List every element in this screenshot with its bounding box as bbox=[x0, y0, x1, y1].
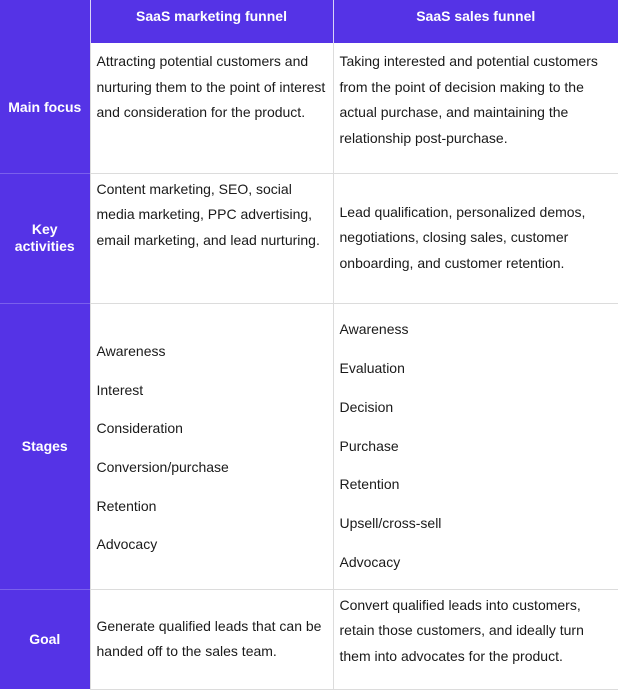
list-item: Upsell/cross-sell bbox=[340, 504, 612, 543]
list-item: Awareness bbox=[340, 310, 612, 349]
sales-stages-list bbox=[340, 310, 612, 582]
main-focus-marketing-cell: Attracting potential customers and nurturing them to the point of interest and consideration for the product. bbox=[90, 43, 333, 173]
list-item: Advocacy bbox=[97, 525, 327, 564]
table-row-key-activities bbox=[0, 173, 618, 303]
table-row-goal bbox=[0, 589, 618, 689]
list-item: Retention bbox=[340, 465, 612, 504]
list-item: Advocacy bbox=[340, 543, 612, 582]
goal-marketing-cell: Generate qualified leads that can be handed off to the sales team. bbox=[90, 589, 333, 689]
sales-column-header-label: SaaS sales funnel bbox=[334, 0, 618, 24]
marketing-column-header-label: SaaS marketing funnel bbox=[91, 0, 333, 24]
list-item: Retention bbox=[97, 487, 327, 526]
list-item: Awareness bbox=[97, 332, 327, 371]
row-label-key-activities: Key activities bbox=[0, 173, 90, 303]
list-item: Evaluation bbox=[340, 349, 612, 388]
key-activities-marketing-cell: Content marketing, SEO, social media marketing, PPC advertising, email marketing, and lead nurturing. bbox=[90, 173, 333, 303]
stages-sales-cell bbox=[333, 303, 618, 589]
corner-header-cell bbox=[0, 0, 90, 43]
list-item: Interest bbox=[97, 371, 327, 410]
row-label-main-focus: Main focus bbox=[0, 43, 90, 173]
list-item: Decision bbox=[340, 388, 612, 427]
corner-header-label bbox=[0, 0, 90, 8]
list-item: Purchase bbox=[340, 427, 612, 466]
marketing-stages-list bbox=[97, 332, 327, 564]
stages-marketing-cell bbox=[90, 303, 333, 589]
goal-sales-cell: Convert qualified leads into customers, retain those customers, and ideally turn them into advocates for the product. bbox=[333, 589, 618, 689]
sales-column-header bbox=[333, 0, 618, 43]
key-activities-sales-cell: Lead qualification, personalized demos, negotiations, closing sales, customer onboarding, and customer retention. bbox=[333, 173, 618, 303]
row-label-stages: Stages bbox=[0, 303, 90, 589]
main-focus-sales-cell: Taking interested and potential customers from the point of decision making to the actual purchase, and maintaining the relationship post-purchase. bbox=[333, 43, 618, 173]
table-row-main-focus bbox=[0, 43, 618, 173]
table-row-stages bbox=[0, 303, 618, 589]
header-row bbox=[0, 0, 618, 43]
marketing-column-header bbox=[90, 0, 333, 43]
list-item: Consideration bbox=[97, 409, 327, 448]
list-item: Conversion/purchase bbox=[97, 448, 327, 487]
row-label-goal: Goal bbox=[0, 589, 90, 689]
